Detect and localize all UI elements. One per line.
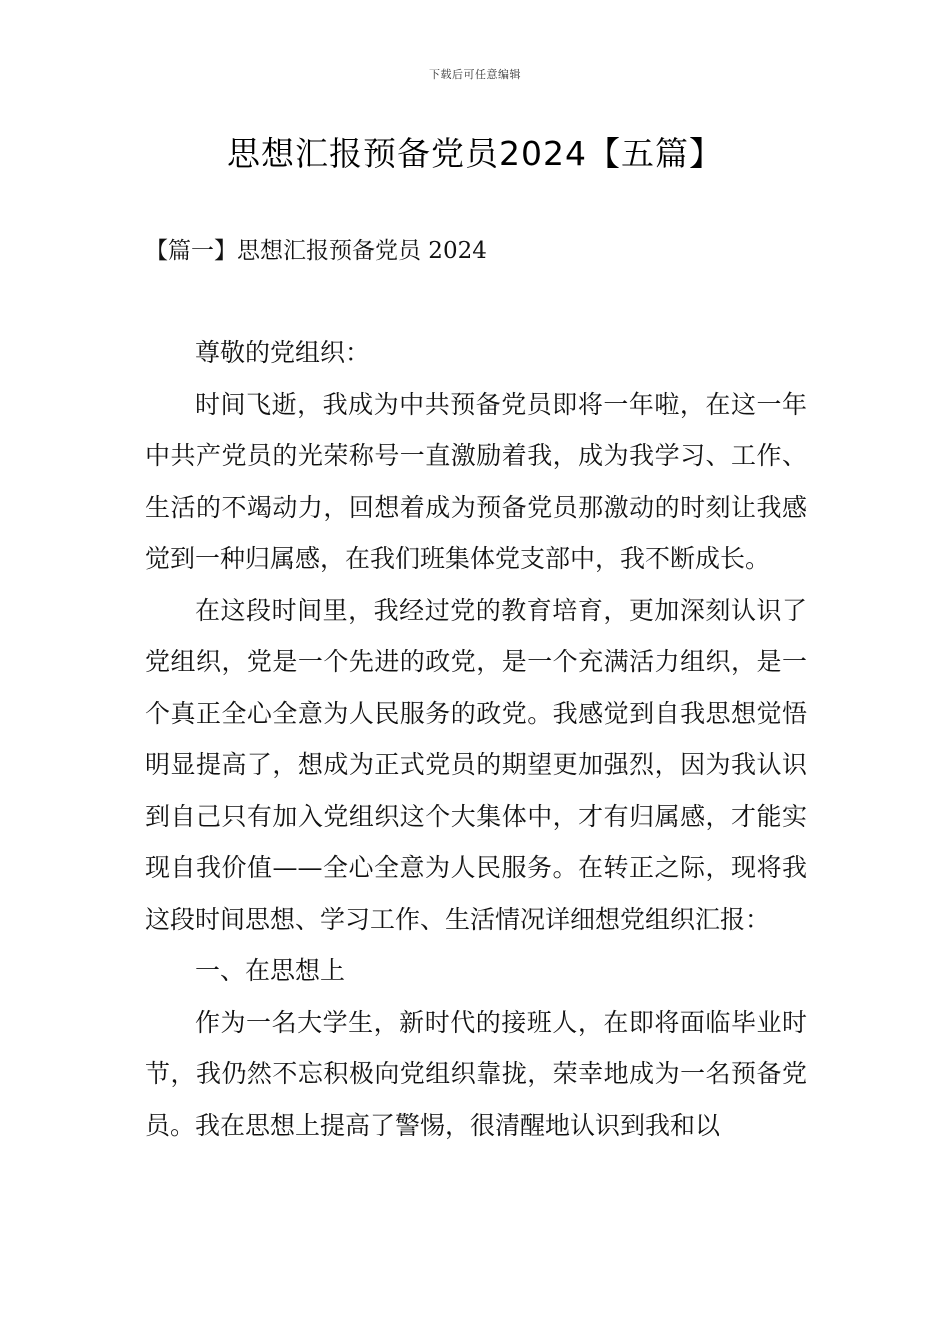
section-heading: 【篇一】思想汇报预备党员 2024 — [145, 238, 487, 264]
document-title: 思想汇报预备党员2024【五篇】 — [227, 134, 723, 173]
paragraph: 作为一名大学生，新时代的接班人，在即将面临毕业时节，我仍然不忘积极向党组织靠拢，荣幸地成为一名预备党员。我在思想上提高了警惕，很清醒地认识到我和以 — [145, 1007, 807, 1140]
header-note: 下载后可任意编辑 — [429, 68, 521, 81]
paragraph: 在这段时间里，我经过党的教育培育，更加深刻认识了党组织，党是一个先进的政党，是一个充满活力组织，是一个真正全心全意为人民服务的政党。我感觉到自我思想觉悟明显提高了，想成为正式党员的期望更加强烈，因为我认识到自己只有加入党组织这个大集体中，才有归属感，才能实现自我价值——全心全意为人民服务。在转正之际，现将我这段时间思想、学习工作、生活情况详细想党组织汇报： — [145, 595, 807, 934]
document-body — [145, 327, 807, 1151]
salutation: 尊敬的党组织： — [195, 338, 371, 367]
subsection-heading: 一、在思想上 — [195, 956, 346, 985]
paragraph: 时间飞逝，我成为中共预备党员即将一年啦，在这一年中共产党员的光荣称号一直激励着我，成为我学习、工作、生活的不竭动力，回想着成为预备党员那激动的时刻让我感觉到一种归属感，在我们班集体党支部中，我不断成长。 — [145, 389, 807, 573]
